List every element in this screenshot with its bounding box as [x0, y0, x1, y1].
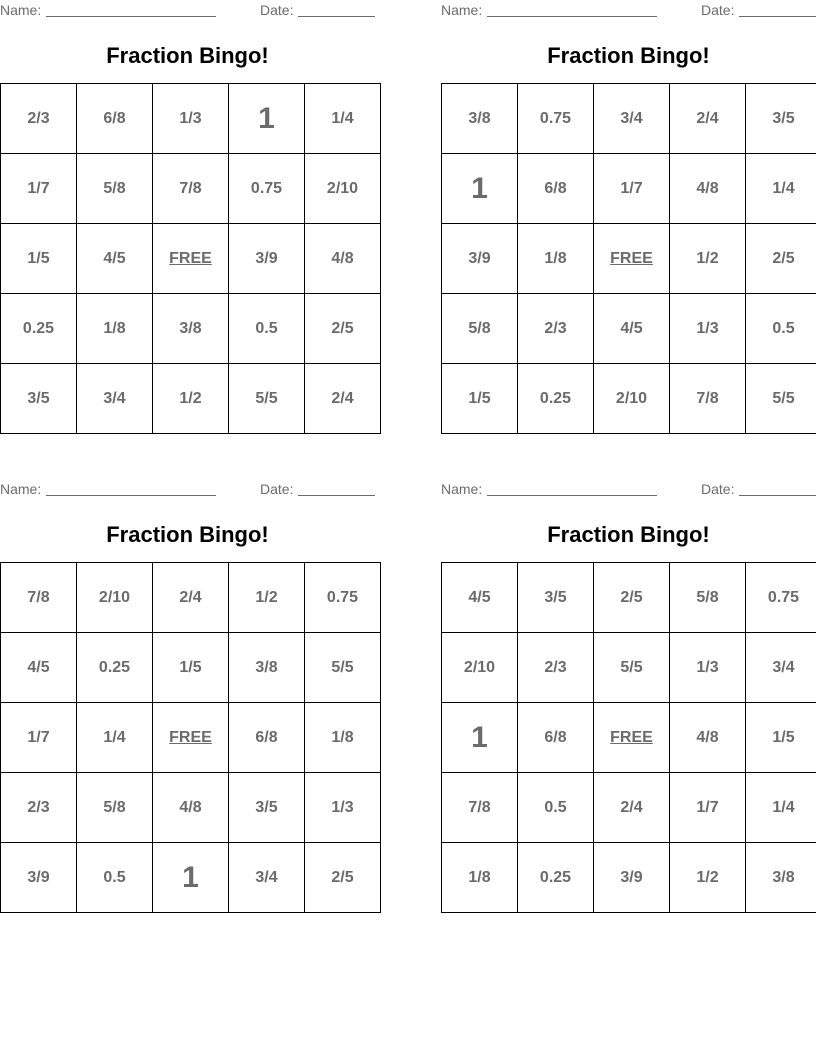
bingo-row — [442, 563, 816, 633]
bingo-cell[interactable]: 3/5 — [518, 563, 594, 633]
bingo-cell[interactable]: 3/8 — [153, 294, 229, 364]
bingo-cell[interactable]: 0.5 — [518, 773, 594, 843]
bingo-cell[interactable]: 1 — [153, 843, 229, 913]
bingo-cell[interactable]: 1/4 — [746, 773, 816, 843]
bingo-cell[interactable]: 1/2 — [153, 364, 229, 434]
name-field[interactable] — [487, 495, 657, 496]
date-label: Date: — [701, 481, 735, 497]
bingo-row — [1, 84, 381, 154]
name-label: Name: — [0, 481, 42, 497]
bingo-cell[interactable]: 3/5 — [229, 773, 305, 843]
bingo-cell[interactable]: 1/3 — [670, 633, 746, 703]
bingo-row — [1, 224, 381, 294]
bingo-cell[interactable]: 4/5 — [1, 633, 77, 703]
bingo-grid — [0, 562, 381, 913]
bingo-cell[interactable]: 5/8 — [442, 294, 518, 364]
bingo-row — [1, 773, 381, 843]
bingo-cell[interactable]: 0.25 — [518, 364, 594, 434]
bingo-cell[interactable]: 5/5 — [305, 633, 381, 703]
bingo-cell[interactable]: 1/7 — [670, 773, 746, 843]
bingo-row — [442, 364, 816, 434]
bingo-cell[interactable]: 0.25 — [77, 633, 153, 703]
bingo-cell[interactable]: 2/10 — [305, 154, 381, 224]
bingo-cell[interactable]: 2/5 — [305, 843, 381, 913]
bingo-cell[interactable]: 1/5 — [746, 703, 816, 773]
bingo-cell[interactable]: 4/5 — [442, 563, 518, 633]
bingo-row — [442, 84, 816, 154]
free-space-cell[interactable]: FREE — [153, 224, 229, 294]
bingo-cell[interactable]: 7/8 — [670, 364, 746, 434]
bingo-cell[interactable]: 1/7 — [594, 154, 670, 224]
bingo-cell[interactable]: 2/10 — [442, 633, 518, 703]
bingo-cell[interactable]: 0.25 — [518, 843, 594, 913]
bingo-cell[interactable]: 3/8 — [229, 633, 305, 703]
bingo-cell[interactable]: 5/8 — [77, 773, 153, 843]
free-space-cell[interactable]: FREE — [594, 224, 670, 294]
bingo-row — [442, 224, 816, 294]
bingo-cell[interactable]: 5/5 — [594, 633, 670, 703]
bingo-cell[interactable]: 1/5 — [442, 364, 518, 434]
bingo-cell[interactable]: 2/3 — [1, 773, 77, 843]
bingo-cell[interactable]: 2/3 — [518, 633, 594, 703]
bingo-cell[interactable]: 5/8 — [77, 154, 153, 224]
bingo-cell[interactable]: 6/8 — [229, 703, 305, 773]
card-header — [441, 2, 816, 20]
bingo-row — [1, 633, 381, 703]
bingo-cell[interactable]: 1/2 — [229, 563, 305, 633]
name-field[interactable] — [46, 495, 216, 496]
date-field[interactable] — [739, 16, 816, 17]
date-field[interactable] — [298, 16, 375, 17]
bingo-cell[interactable]: 0.75 — [518, 84, 594, 154]
bingo-cell[interactable]: 3/4 — [77, 364, 153, 434]
card-title: Fraction Bingo! — [547, 522, 710, 547]
bingo-row — [1, 703, 381, 773]
bingo-cell[interactable]: 1 — [229, 84, 305, 154]
date-label: Date: — [701, 2, 735, 18]
bingo-cell[interactable]: 6/8 — [77, 84, 153, 154]
bingo-cell[interactable]: 3/5 — [1, 364, 77, 434]
bingo-cell[interactable]: 2/5 — [305, 294, 381, 364]
bingo-row — [442, 843, 816, 913]
bingo-cell[interactable]: 1/8 — [305, 703, 381, 773]
bingo-cell[interactable]: 1/7 — [1, 703, 77, 773]
bingo-cell[interactable]: 0.25 — [1, 294, 77, 364]
bingo-cell[interactable]: 4/5 — [77, 224, 153, 294]
bingo-cell[interactable]: 2/4 — [594, 773, 670, 843]
bingo-cell[interactable]: 3/4 — [746, 633, 816, 703]
bingo-cell[interactable]: 3/9 — [229, 224, 305, 294]
bingo-cell[interactable]: 0.5 — [229, 294, 305, 364]
bingo-grid — [0, 83, 381, 434]
bingo-cell[interactable]: 1/8 — [518, 224, 594, 294]
name-label: Name: — [0, 2, 42, 18]
card-header — [441, 481, 816, 499]
bingo-cell[interactable]: 1/5 — [1, 224, 77, 294]
bingo-row — [1, 154, 381, 224]
free-space-cell[interactable]: FREE — [153, 703, 229, 773]
date-label: Date: — [260, 2, 294, 18]
bingo-cell[interactable]: 4/8 — [305, 224, 381, 294]
bingo-row — [1, 843, 381, 913]
bingo-cell[interactable]: 3/8 — [442, 84, 518, 154]
bingo-grid — [441, 83, 816, 434]
bingo-cell[interactable]: 1/7 — [1, 154, 77, 224]
bingo-cell[interactable]: 2/5 — [746, 224, 816, 294]
bingo-cell[interactable]: 1/4 — [77, 703, 153, 773]
bingo-cell[interactable]: 1/3 — [153, 84, 229, 154]
bingo-cell[interactable]: 2/4 — [305, 364, 381, 434]
bingo-row — [442, 633, 816, 703]
bingo-cell[interactable]: 1/4 — [746, 154, 816, 224]
bingo-row — [442, 703, 816, 773]
date-field[interactable] — [739, 495, 816, 496]
bingo-cell[interactable]: 3/4 — [594, 84, 670, 154]
bingo-cell[interactable]: 1 — [442, 703, 518, 773]
bingo-row — [1, 294, 381, 364]
bingo-cell[interactable]: 1/8 — [77, 294, 153, 364]
bingo-cell[interactable]: 1 — [442, 154, 518, 224]
bingo-cell[interactable]: 1/3 — [305, 773, 381, 843]
bingo-cell[interactable]: 3/4 — [229, 843, 305, 913]
bingo-cell[interactable]: 2/4 — [670, 84, 746, 154]
bingo-cell[interactable]: 3/5 — [746, 84, 816, 154]
card-header — [0, 2, 375, 20]
date-label: Date: — [260, 481, 294, 497]
bingo-cell[interactable]: 2/4 — [153, 563, 229, 633]
bingo-cell[interactable]: 1/3 — [670, 294, 746, 364]
bingo-cell[interactable]: 3/9 — [442, 224, 518, 294]
card-title: Fraction Bingo! — [106, 43, 269, 68]
bingo-cell[interactable]: 0.5 — [746, 294, 816, 364]
bingo-row — [442, 294, 816, 364]
card-header — [0, 481, 375, 499]
bingo-row — [1, 563, 381, 633]
bingo-row — [442, 154, 816, 224]
bingo-cell[interactable]: 7/8 — [1, 563, 77, 633]
bingo-cell[interactable]: 5/5 — [746, 364, 816, 434]
card-title: Fraction Bingo! — [547, 43, 710, 68]
bingo-cell[interactable]: 7/8 — [442, 773, 518, 843]
bingo-cell[interactable]: 3/9 — [1, 843, 77, 913]
name-field[interactable] — [487, 16, 657, 17]
bingo-cell[interactable]: 1/8 — [442, 843, 518, 913]
free-space-cell[interactable]: FREE — [594, 703, 670, 773]
bingo-cell[interactable]: 6/8 — [518, 703, 594, 773]
bingo-row — [442, 773, 816, 843]
bingo-grid — [441, 562, 816, 913]
bingo-cell[interactable]: 1/5 — [153, 633, 229, 703]
bingo-cell[interactable]: 5/8 — [670, 563, 746, 633]
bingo-cell[interactable]: 0.75 — [746, 563, 816, 633]
bingo-cell[interactable]: 1/2 — [670, 224, 746, 294]
bingo-cell[interactable]: 1/4 — [305, 84, 381, 154]
bingo-cell[interactable]: 6/8 — [518, 154, 594, 224]
name-field[interactable] — [46, 16, 216, 17]
bingo-cell[interactable]: 2/3 — [518, 294, 594, 364]
bingo-cell[interactable]: 4/8 — [153, 773, 229, 843]
date-field[interactable] — [298, 495, 375, 496]
bingo-cell[interactable]: 0.75 — [229, 154, 305, 224]
bingo-cell[interactable]: 2/3 — [1, 84, 77, 154]
bingo-cell[interactable]: 2/10 — [77, 563, 153, 633]
bingo-cell[interactable]: 4/5 — [594, 294, 670, 364]
card-title: Fraction Bingo! — [106, 522, 269, 547]
bingo-row — [1, 364, 381, 434]
bingo-cell[interactable]: 1/2 — [670, 843, 746, 913]
bingo-cell[interactable]: 3/9 — [594, 843, 670, 913]
bingo-cell[interactable]: 2/10 — [594, 364, 670, 434]
name-label: Name: — [441, 481, 483, 497]
bingo-cell[interactable]: 7/8 — [153, 154, 229, 224]
bingo-cell[interactable]: 3/8 — [746, 843, 816, 913]
bingo-cell[interactable]: 2/5 — [594, 563, 670, 633]
bingo-cell[interactable]: 4/8 — [670, 154, 746, 224]
bingo-cell[interactable]: 0.75 — [305, 563, 381, 633]
bingo-cell[interactable]: 5/5 — [229, 364, 305, 434]
name-label: Name: — [441, 2, 483, 18]
bingo-cell[interactable]: 0.5 — [77, 843, 153, 913]
bingo-cell[interactable]: 4/8 — [670, 703, 746, 773]
